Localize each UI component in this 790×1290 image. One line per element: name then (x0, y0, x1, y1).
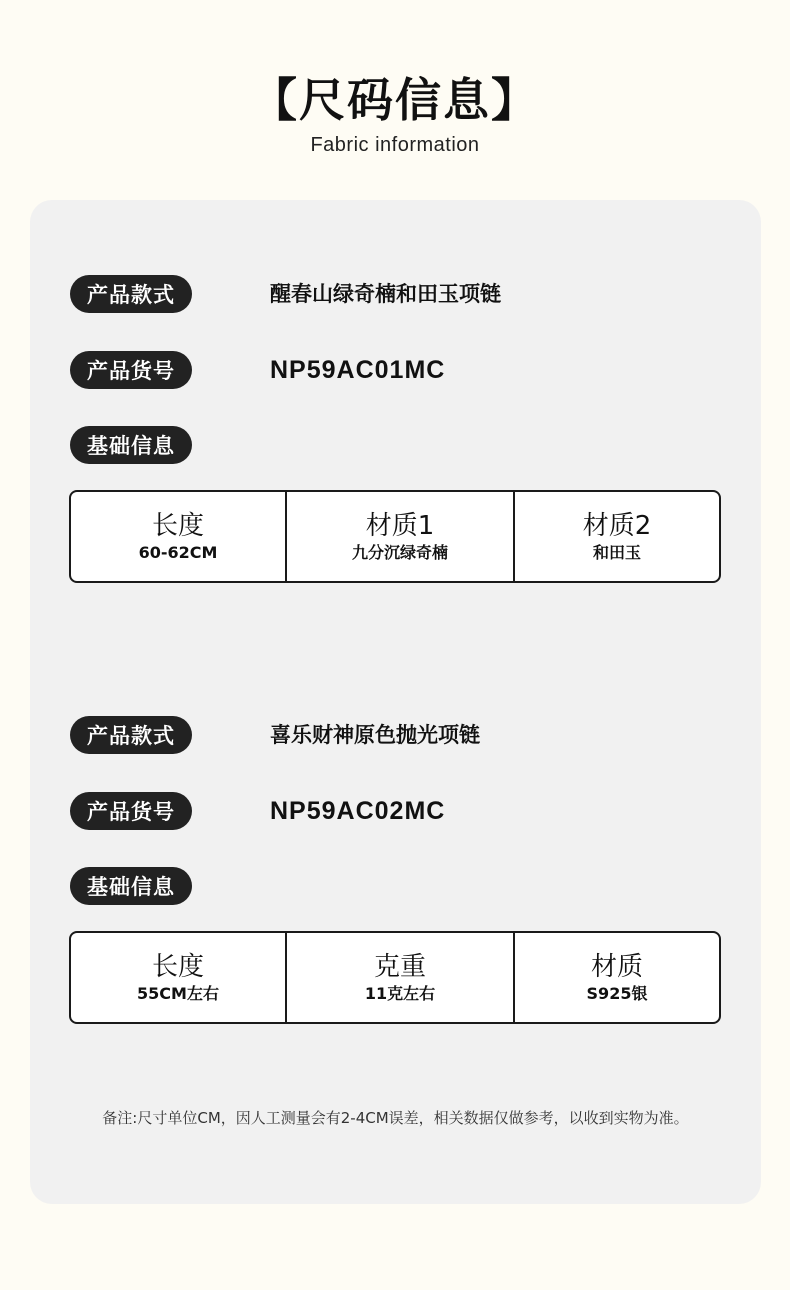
spec-head: 材质2 (582, 510, 652, 541)
code-label-badge: 产品货号 (70, 792, 192, 830)
spec-table (69, 490, 721, 583)
info-label-badge: 基础信息 (70, 426, 192, 464)
spec-cell-length (71, 933, 287, 1022)
code-value: NP59AC01MC (270, 356, 446, 384)
spec-value: 和田玉 (592, 542, 641, 562)
style-value: 醒春山绿奇楠和田玉项链 (270, 282, 501, 306)
code-label-badge: 产品货号 (70, 351, 192, 389)
spec-cell-length (71, 492, 287, 581)
spec-cell-material-2 (515, 492, 719, 581)
style-label-badge: 产品款式 (70, 716, 192, 754)
spec-value: 55CM左右 (137, 983, 219, 1003)
page-title: 【尺码信息】 (251, 73, 539, 127)
code-row (70, 350, 192, 390)
spec-value: 九分沉绿奇楠 (351, 542, 448, 562)
spec-value: 60-62CM (138, 542, 218, 562)
spec-value: 11克左右 (364, 983, 436, 1003)
style-row (70, 274, 192, 314)
spec-head: 材质 (590, 951, 643, 982)
info-row (70, 866, 192, 906)
spec-cell-weight (287, 933, 515, 1022)
spec-value: S925银 (586, 983, 648, 1003)
footnote: 备注:尺寸单位CM，因人工测量会有2-4CM误差，相关数据仅做参考，以收到实物为准。 (102, 1109, 689, 1127)
info-label-badge: 基础信息 (70, 867, 192, 905)
page-subtitle: Fabric information (310, 134, 480, 156)
spec-head: 克重 (373, 951, 426, 982)
spec-cell-material-1 (287, 492, 515, 581)
code-row (70, 791, 192, 831)
style-row (70, 715, 192, 755)
spec-head: 长度 (151, 951, 204, 982)
style-label-badge: 产品款式 (70, 275, 192, 313)
code-value: NP59AC02MC (270, 797, 446, 825)
size-info-card (30, 200, 761, 1204)
spec-head: 长度 (151, 510, 204, 541)
spec-head: 材质1 (365, 510, 435, 541)
style-value: 喜乐财神原色抛光项链 (270, 723, 480, 747)
spec-cell-material (515, 933, 719, 1022)
info-row (70, 425, 192, 465)
spec-table (69, 931, 721, 1024)
